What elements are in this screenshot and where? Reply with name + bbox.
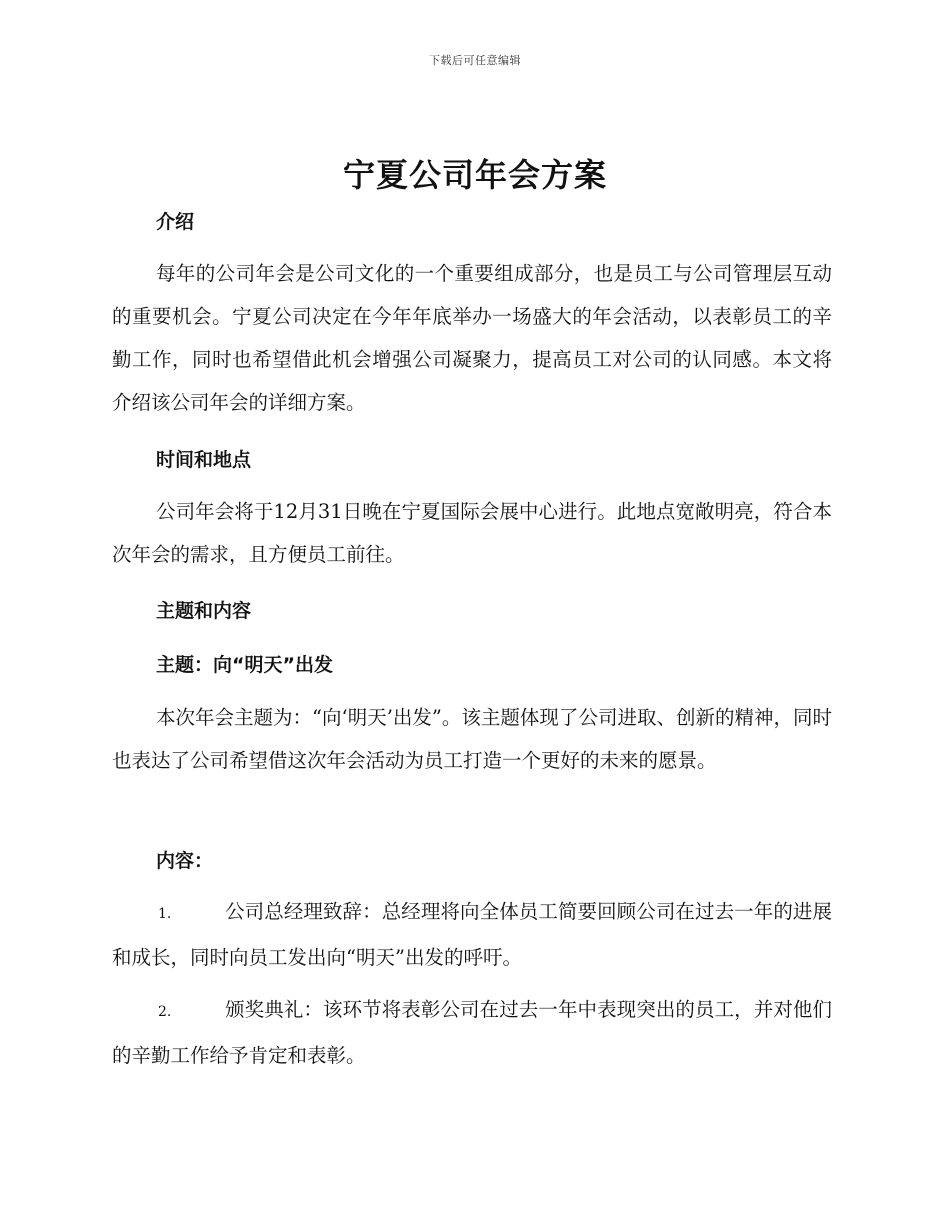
list-item-text: 颁奖典礼：该环节将表彰公司在过去一年中表现突出的员工，并对他们的辛勤工作给予肯定和表彰。 — [112, 998, 832, 1067]
time-place-paragraph: 公司年会将于12月31日晚在宁夏国际会展中心进行。此地点宽敞明亮，符合本次年会的需求，且方便员工前往。 — [112, 500, 832, 566]
page-header-note: 下载后可任意编辑 — [429, 54, 521, 67]
list-item — [112, 890, 832, 979]
document-title: 宁夏公司年会方案 — [342, 156, 607, 194]
list-item — [112, 988, 832, 1077]
list-item-number: 1. — [158, 906, 172, 922]
intro-paragraph: 每年的公司年会是公司文化的一个重要组成部分，也是员工与公司管理层互动的重要机会。宁夏公司决定在今年年底举办一场盛大的年会活动，以表彰员工的辛勤工作，同时也希望借此机会增强公司凝聚力，提高员工对公司的认同感。本文将介绍该公司年会的详细方案。 — [112, 262, 832, 414]
section-heading-time-place: 时间和地点 — [156, 449, 252, 471]
theme-paragraph: 本次年会主题为：“向‘明天’出发”。该主题体现了公司进取、创新的精神，同时也表达了公司希望借这次年会活动为员工打造一个更好的未来的愿景。 — [112, 706, 832, 772]
list-item-number: 2. — [158, 1004, 172, 1020]
list-item-text: 公司总经理致辞：总经理将向全体员工简要回顾公司在过去一年的进展和成长，同时向员工发出向“明天”出发的呼吁。 — [112, 900, 832, 969]
theme-heading: 主题：向“明天”出发 — [156, 654, 333, 676]
section-heading-intro: 介绍 — [156, 211, 195, 233]
content-heading: 内容： — [156, 850, 214, 872]
section-heading-theme-content: 主题和内容 — [156, 600, 252, 622]
